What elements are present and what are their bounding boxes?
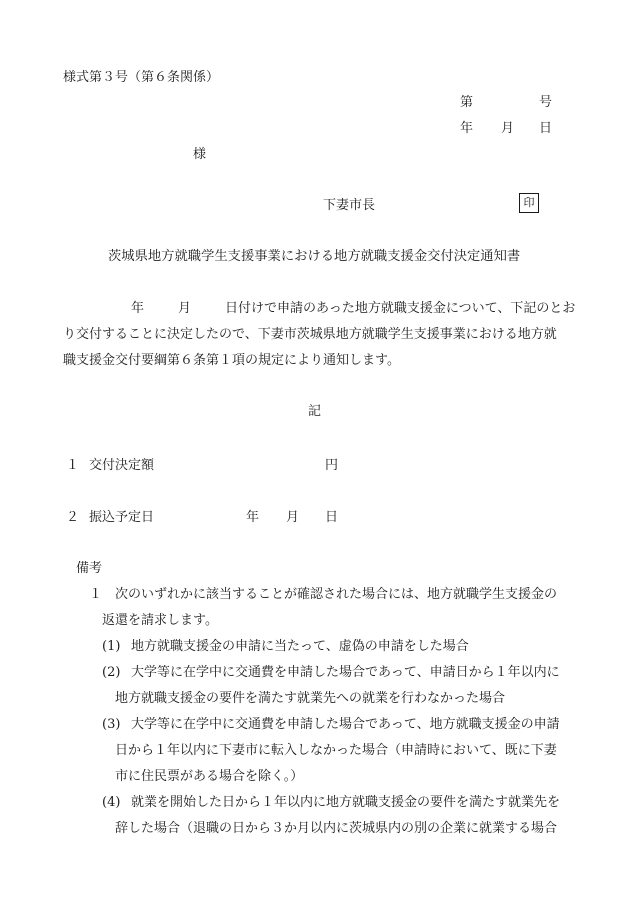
subitem-4-number: (4) bbox=[102, 795, 121, 810]
doc-number-prefix: 第 bbox=[460, 95, 474, 110]
doc-date-month: 月 bbox=[501, 121, 515, 136]
item-1-unit: 円 bbox=[325, 458, 339, 473]
body-line-1-text: 日付けで申請のあった地方就職支援金について、下記のとお bbox=[225, 301, 576, 316]
body-line-3: 職支援金交付要綱第６条第１項の規定により通知します。 bbox=[63, 353, 400, 368]
subitem-1-number: (1) bbox=[102, 639, 121, 654]
seal-stamp: 印 bbox=[519, 193, 539, 213]
remark-1-line-1: 次のいずれかに該当することが確認された場合には、地方就職学生支援金の bbox=[115, 587, 558, 602]
body-month: 月 bbox=[178, 301, 192, 316]
subitem-4-line-1: 就業を開始した日から１年以内に地方就職支援金の要件を満たす就業先を bbox=[131, 795, 561, 810]
remark-1-line-2: 返還を請求します。 bbox=[102, 613, 218, 628]
issuer-name: 下妻市長 bbox=[323, 198, 376, 213]
item-1-label: 交付決定額 bbox=[89, 458, 155, 473]
item-2-month: 月 bbox=[286, 510, 300, 525]
subitem-3-line-2: 日から１年以内に下妻市に転入しなかった場合（申請時において、既に下妻 bbox=[115, 743, 557, 758]
recipient-suffix: 様 bbox=[193, 147, 207, 162]
item-1-number: １ bbox=[66, 458, 80, 473]
item-2-number: ２ bbox=[66, 510, 80, 525]
remarks-heading: 備考 bbox=[76, 561, 103, 576]
subitem-2-line-1: 大学等に在学中に交通費を申請した場合であって、申請日から１年以内に bbox=[131, 665, 560, 680]
document-title: 茨城県地方就職学生支援事業における地方就職支援金交付決定通知書 bbox=[108, 249, 521, 264]
subitem-1-line-1: 地方就職支援金の申請に当たって、虚偽の申請をした場合 bbox=[131, 639, 469, 654]
subitem-3-line-1: 大学等に在学中に交通費を申請した場合であって、地方就職支援金の申請 bbox=[131, 717, 560, 732]
ki-marker: 記 bbox=[308, 404, 322, 419]
form-label: 様式第３号（第６条関係） bbox=[63, 70, 220, 85]
subitem-3-number: (3) bbox=[102, 717, 121, 732]
subitem-2-number: (2) bbox=[102, 665, 121, 680]
subitem-4-line-2: 辞した場合（退職の日から３か月以内に茨城県内の別の企業に就業する場合 bbox=[115, 821, 558, 836]
doc-date-year: 年 bbox=[460, 121, 474, 136]
item-2-label: 振込予定日 bbox=[89, 510, 155, 525]
remark-1-number: １ bbox=[89, 587, 103, 602]
subitem-3-line-3: 市に住民票がある場合を除く。） bbox=[115, 769, 304, 784]
doc-date-day: 日 bbox=[539, 121, 553, 136]
item-2-day: 日 bbox=[325, 510, 339, 525]
subitem-2-line-2: 地方就職支援金の要件を満たす就業先への就業を行わなかった場合 bbox=[115, 691, 506, 706]
doc-number-suffix: 号 bbox=[539, 95, 553, 110]
body-line-1 bbox=[131, 302, 575, 315]
item-2-year: 年 bbox=[246, 510, 260, 525]
body-year: 年 bbox=[131, 301, 145, 316]
body-line-2: り交付することに決定したので、下妻市茨城県地方就職学生支援事業における地方就 bbox=[63, 327, 557, 342]
